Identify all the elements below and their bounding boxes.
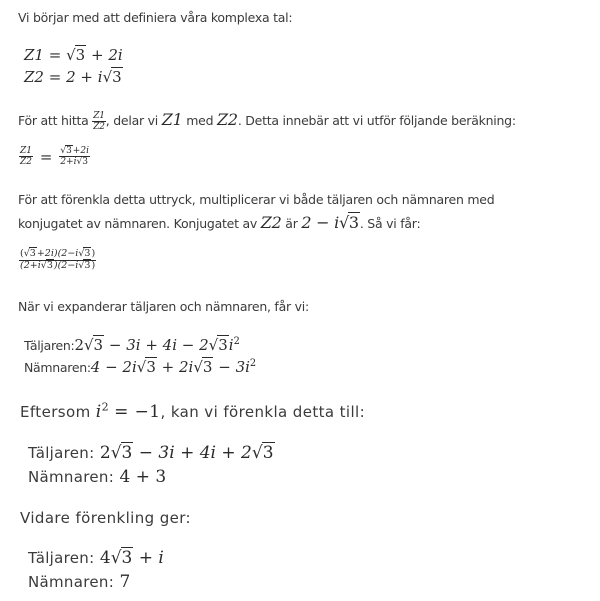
radical-sign-icon: √ — [110, 443, 122, 463]
z1-inline: Z1 — [161, 110, 183, 129]
rhs-denominator — [59, 157, 90, 167]
radical-sign-icon: √ — [60, 146, 67, 156]
denominator-label: Nämnaren: — [28, 468, 115, 486]
z1-rest: + 2i — [91, 46, 123, 64]
math-term: 3 — [348, 213, 359, 232]
conjugate-text-b: är — [285, 216, 298, 231]
math-term: ( — [20, 248, 24, 259]
radical-sign-icon: √ — [83, 336, 94, 354]
math-term: 7 — [119, 572, 131, 592]
division-text-4: . Detta innebär att vi utför följande beräkning: — [237, 113, 516, 128]
math-term: 3 — [84, 248, 91, 259]
definition-z2 — [24, 66, 123, 88]
math-term: 3 — [66, 146, 72, 156]
radical-sign-icon: √ — [66, 46, 76, 64]
sqrt-3 — [339, 213, 360, 232]
math-term: 3 — [121, 548, 133, 568]
conjugate-paragraph-line2 — [18, 213, 420, 232]
sqrt-expression — [41, 261, 54, 272]
math-term: ) — [91, 259, 96, 271]
simplified-denominator — [28, 465, 166, 489]
numerator-label: Täljaren: — [28, 444, 95, 462]
math-term: 3 — [218, 336, 228, 354]
math-term: 3 — [46, 259, 53, 271]
radical-sign-icon: √ — [251, 443, 263, 463]
equals-sign: = — [48, 68, 62, 86]
math-term: − 3i + 4i + 2 — [138, 443, 252, 463]
math-term: 2 — [74, 336, 84, 354]
math-term: +2i — [72, 146, 89, 156]
z1-symbol: Z1 — [24, 46, 44, 64]
lhs-fraction — [19, 146, 33, 168]
z2-inline: Z2 — [217, 110, 238, 129]
math-term: 2 — [249, 358, 257, 370]
radical-sign-icon: √ — [23, 248, 30, 259]
further-paragraph: Vidare förenkling ger: — [20, 509, 192, 527]
math-term: 4 — [99, 548, 111, 568]
i-exponent: 2 — [101, 400, 109, 414]
conjugate-equation — [19, 249, 96, 272]
math-term: 3 — [93, 336, 104, 354]
lhs-numerator: Z1 — [20, 146, 32, 156]
since-paragraph — [20, 402, 365, 422]
math-term: 2+i — [60, 157, 77, 168]
math-term: − 3i — [218, 358, 250, 376]
simplified-numerator — [28, 441, 275, 465]
radical-sign-icon: √ — [193, 358, 203, 376]
math-term: − 3i + 4i − 2 — [108, 336, 209, 354]
sqrt-expression — [76, 157, 88, 167]
conjugate-text-a: konjugatet av nämnaren. Konjugatet av — [18, 216, 258, 231]
math-term: 3 — [84, 259, 91, 271]
equals-sign: = — [48, 46, 62, 64]
z2-inline: Z2 — [260, 213, 282, 232]
math-term: 3 — [112, 68, 122, 86]
i-symbol: i — [95, 402, 102, 422]
math-term: +2i)(2−i — [36, 248, 79, 259]
final-numerator — [28, 546, 164, 570]
radical-sign-icon: √ — [78, 259, 85, 271]
sqrt-expression — [137, 356, 157, 378]
radical-sign-icon: √ — [40, 259, 47, 271]
denominator-label: Nämnaren: — [24, 360, 91, 375]
division-equation — [19, 146, 90, 168]
math-term: 3 — [202, 358, 213, 376]
division-paragraph — [18, 110, 516, 132]
equals-sign: = — [39, 147, 53, 166]
radical-sign-icon: √ — [208, 336, 219, 354]
fraction-denominator: Z2 — [93, 122, 105, 132]
conjugate-fraction — [19, 249, 96, 272]
sqrt-expression — [193, 356, 213, 378]
conjugate-text-c: . Så vi får: — [359, 216, 421, 231]
sqrt-expression — [252, 441, 275, 465]
z2-pre: 2 + i — [66, 68, 103, 86]
numerator-label: Täljaren: — [24, 338, 75, 353]
math-term: 3 — [146, 358, 156, 376]
z1-over-z2-fraction — [92, 111, 105, 133]
conjugate-denominator — [19, 261, 96, 272]
math-term: 4 − 2i — [90, 358, 137, 376]
math-term: 2 — [99, 443, 111, 463]
math-term: 3 — [121, 443, 133, 463]
math-term: )(2−i — [53, 259, 79, 271]
final-denominator — [28, 570, 130, 594]
intro-paragraph: Vi börjar med att definiera våra komplexa tal: — [18, 10, 293, 25]
math-term: 3 — [82, 157, 88, 168]
since-text-2: , kan vi förenkla detta till: — [160, 403, 366, 421]
since-text-1: Eftersom — [20, 403, 91, 421]
radical-sign-icon: √ — [102, 68, 113, 86]
fraction-numerator: Z1 — [93, 110, 105, 121]
division-text-1: För att hitta — [18, 113, 89, 128]
sqrt-expression — [78, 261, 91, 272]
math-term: 3 — [75, 46, 86, 64]
sqrt-expression — [24, 249, 37, 260]
math-term: 4 + 3 — [119, 467, 167, 487]
expanded-numerator — [24, 334, 240, 357]
division-text-3: med — [186, 113, 214, 128]
conjugate-paragraph-line1: För att förenkla detta uttryck, multiplicerar vi både täljaren och nämnaren med — [18, 192, 495, 207]
sqrt-expression — [209, 334, 229, 356]
radical-sign-icon: √ — [136, 358, 147, 376]
math-term: + i — [138, 548, 164, 568]
z2-symbol: Z2 — [24, 68, 44, 86]
sqrt-expression — [111, 546, 134, 570]
radical-sign-icon: √ — [338, 213, 349, 232]
math-term: i — [228, 336, 234, 354]
division-text-2: , delar vi — [105, 113, 158, 128]
radical-sign-icon: √ — [76, 157, 83, 168]
radical-sign-icon: √ — [78, 248, 85, 259]
sqrt-3 — [103, 66, 123, 88]
sqrt-3 — [66, 44, 86, 66]
math-term: (2+i — [20, 259, 41, 271]
numerator-label: Täljaren: — [28, 549, 95, 567]
rhs-fraction — [59, 146, 90, 168]
math-term: + 2i — [161, 358, 194, 376]
expanded-denominator — [24, 356, 256, 379]
math-term: 2 — [233, 336, 240, 348]
math-term: 3 — [262, 443, 274, 463]
denominator-label: Nämnaren: — [28, 573, 115, 591]
math-term: ) — [91, 248, 96, 259]
lhs-denominator: Z2 — [20, 157, 32, 168]
radical-sign-icon: √ — [110, 548, 122, 568]
conjugate-expression: 2 − i — [301, 213, 339, 232]
sqrt-expression — [111, 441, 134, 465]
equals-minus-one: = −1 — [114, 402, 161, 422]
sqrt-expression — [60, 146, 72, 156]
expand-paragraph: När vi expanderar täljaren och nämnaren, får vi: — [18, 299, 309, 314]
definition-z1 — [24, 44, 123, 66]
sqrt-expression — [84, 334, 104, 356]
math-term: 3 — [29, 248, 36, 259]
